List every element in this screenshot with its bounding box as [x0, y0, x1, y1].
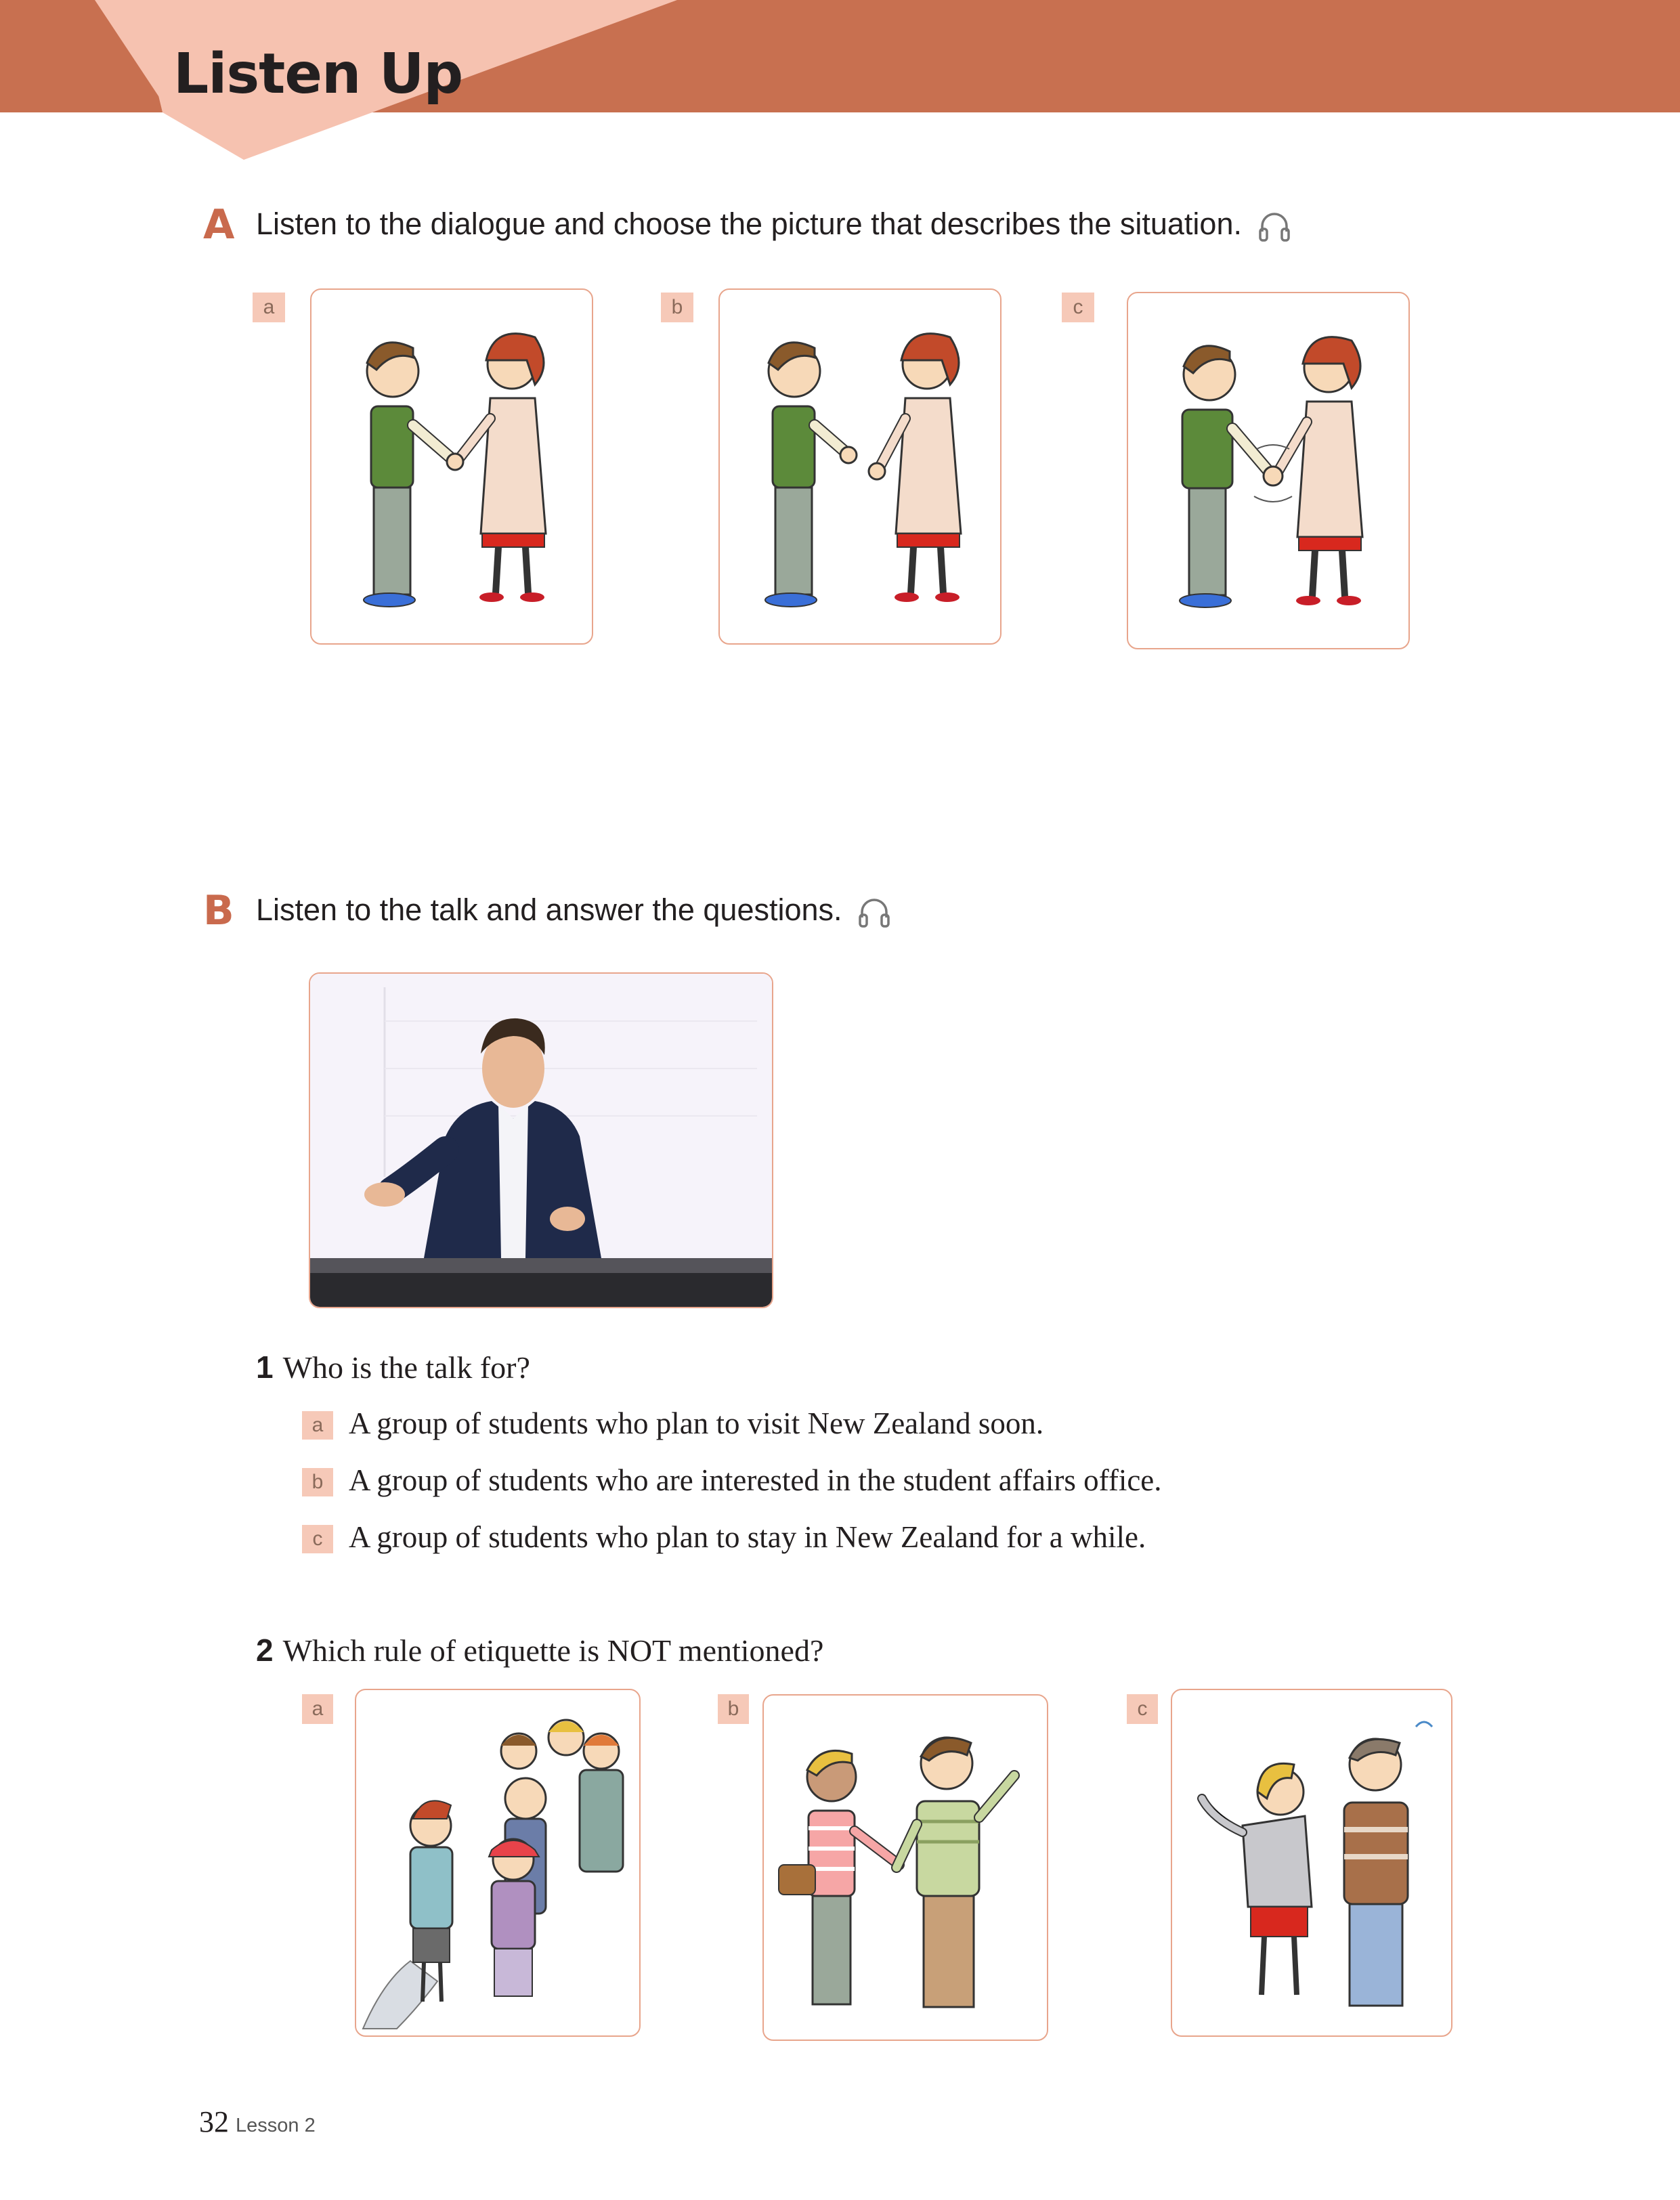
- q2-option-a-tag: a: [302, 1694, 333, 1724]
- q2-option-b-tag: b: [718, 1694, 749, 1724]
- picture-c-vigorous[interactable]: [1127, 292, 1410, 649]
- reaching-hands-illustration: [720, 290, 1000, 643]
- picture-a-handshake[interactable]: [310, 288, 593, 645]
- vigorous-handshake-illustration: [1128, 293, 1408, 648]
- answer-a-tag: a: [302, 1411, 333, 1440]
- question-1-number: 1: [256, 1350, 274, 1385]
- section-a-instruction: [256, 207, 1291, 242]
- section-b-letter: B: [203, 887, 234, 934]
- page-number: 32: [199, 2105, 229, 2138]
- handshake-illustration: [311, 290, 592, 643]
- answer-a-text[interactable]: A group of students who plan to visit New Zealand soon.: [349, 1406, 1044, 1440]
- answer-b-text[interactable]: A group of students who are interested in the student affairs office.: [349, 1463, 1162, 1497]
- lesson-label: Lesson 2: [236, 2115, 316, 2136]
- question-2: [256, 1632, 823, 1668]
- option-a-tag: a: [253, 293, 285, 322]
- presenter-illustration: [310, 974, 772, 1307]
- q2-picture-a-queue[interactable]: [355, 1689, 641, 2037]
- question-1-text: Who is the talk for?: [282, 1350, 530, 1385]
- section-a-letter: A: [203, 201, 235, 249]
- answer-b-tag: b: [302, 1468, 333, 1496]
- question-2-number: 2: [256, 1633, 274, 1668]
- headphones-icon[interactable]: [1257, 210, 1291, 242]
- question-1: [256, 1349, 530, 1385]
- answer-c-tag: c: [302, 1525, 333, 1553]
- q2-picture-b-greeting[interactable]: [762, 1694, 1048, 2041]
- q2-picture-c-sneezing[interactable]: [1171, 1689, 1452, 2037]
- sneezing-illustration: [1172, 1690, 1451, 2035]
- page-footer: [199, 2105, 316, 2139]
- page-title: Listen Up: [173, 42, 463, 106]
- answer-c-text[interactable]: A group of students who plan to stay in New Zealand for a while.: [349, 1520, 1146, 1554]
- presenter-photo: [309, 972, 773, 1308]
- section-b-instruction: [256, 892, 891, 928]
- section-a-instruction-text: Listen to the dialogue and choose the picture that describes the situation.: [256, 207, 1242, 241]
- option-c-tag: c: [1062, 293, 1094, 322]
- q2-option-c-tag: c: [1127, 1694, 1158, 1724]
- friendly-greeting-illustration: [764, 1696, 1047, 2040]
- question-2-text: Which rule of etiquette is NOT mentioned?: [282, 1633, 824, 1668]
- option-b-tag: b: [661, 293, 693, 322]
- picture-b-reaching[interactable]: [718, 288, 1001, 645]
- queue-cutting-illustration: [356, 1690, 639, 2035]
- section-b-instruction-text: Listen to the talk and answer the questions.: [256, 892, 842, 927]
- headphones-icon[interactable]: [857, 896, 891, 928]
